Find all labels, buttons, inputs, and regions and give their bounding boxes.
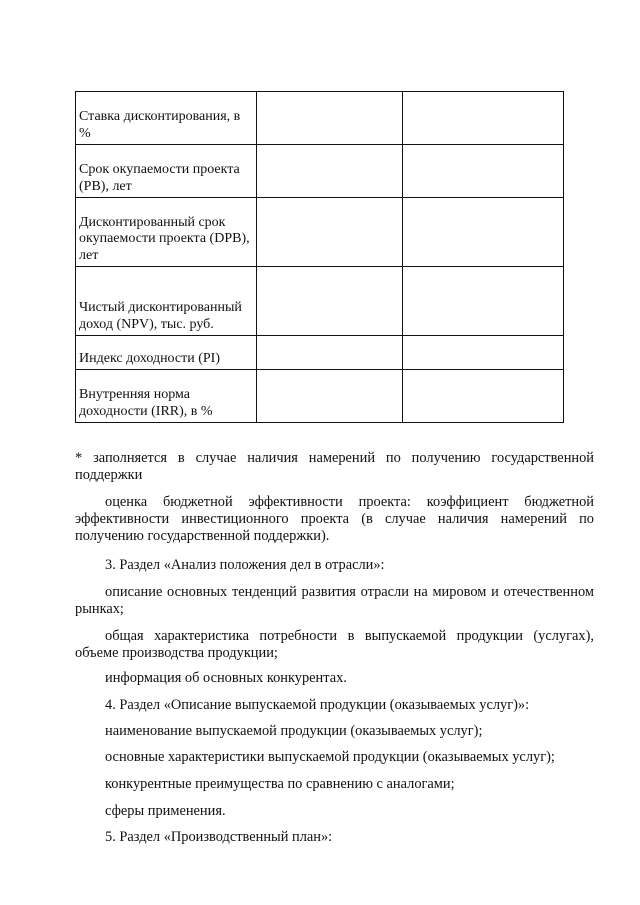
table-row <box>76 198 564 267</box>
row-label-npv: Чистый дисконтированный доход (NPV), тыс. руб. <box>76 267 257 336</box>
paragraph-application-areas: сферы применения. <box>105 803 226 819</box>
paragraph-product-name: наименование выпускаемой продукции (оказываемых услуг); <box>105 723 483 739</box>
row-label-discount-rate: Ставка дисконтирования, в % <box>76 92 257 145</box>
table-cell <box>257 267 403 336</box>
row-label-profitability-index: Индекс доходности (PI) <box>76 336 257 370</box>
paragraph-demand-characteristics: общая характеристика потребности в выпускаемой продукции (услугах), объеме производства продукции; <box>75 628 594 661</box>
table-row <box>76 145 564 198</box>
table-cell <box>257 92 403 145</box>
table-cell <box>403 145 564 198</box>
table-row <box>76 336 564 370</box>
paragraph-competitors: информация об основных конкурентах. <box>105 670 347 686</box>
table-row <box>76 92 564 145</box>
paragraph-product-characteristics: основные характеристики выпускаемой продукции (оказываемых услуг); <box>105 749 555 765</box>
table-cell <box>257 336 403 370</box>
table-cell <box>403 267 564 336</box>
table-row <box>76 370 564 423</box>
table-cell <box>403 336 564 370</box>
table-cell <box>403 198 564 267</box>
section-heading-production-plan: 5. Раздел «Производственный план»: <box>105 829 333 845</box>
paragraph-market-trends: описание основных тенденций развития отрасли на мировом и отечественном рынках; <box>75 584 594 617</box>
row-label-discounted-payback: Дисконтированный срок окупаемости проекта (DPB), лет <box>76 198 257 267</box>
row-label-payback-period: Срок окупаемости проекта (PB), лет <box>76 145 257 198</box>
table-footnote: * заполняется в случае наличия намерений по получению государственной поддержки <box>75 450 594 483</box>
section-heading-industry-analysis: 3. Раздел «Анализ положения дел в отрасли»: <box>105 557 385 573</box>
investment-metrics-table <box>75 91 564 423</box>
table-cell <box>257 198 403 267</box>
paragraph-competitive-advantages: конкурентные преимущества по сравнению с аналогами; <box>105 776 455 792</box>
table-row <box>76 267 564 336</box>
table-cell <box>403 370 564 423</box>
table-cell <box>403 92 564 145</box>
row-label-irr: Внутренняя норма доходности (IRR), в % <box>76 370 257 423</box>
table-cell <box>257 370 403 423</box>
table-cell <box>257 145 403 198</box>
paragraph-budget-efficiency: оценка бюджетной эффективности проекта: коэффициент бюджетной эффективности инвестиционного проекта (в случае наличия намерений по получению государственной поддержки). <box>75 494 594 544</box>
section-heading-products-description: 4. Раздел «Описание выпускаемой продукции (оказываемых услуг)»: <box>105 697 530 713</box>
